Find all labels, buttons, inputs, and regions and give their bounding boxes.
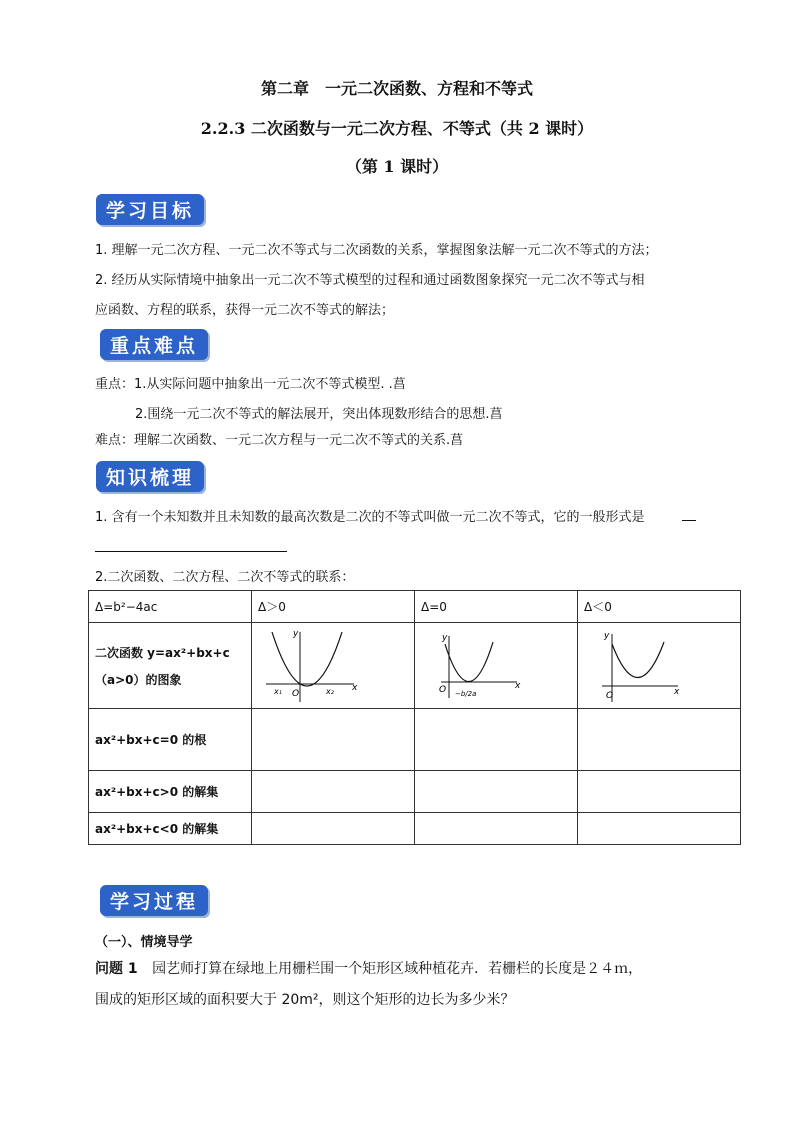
vertex-label: −b/2a — [455, 689, 477, 698]
less-cell-negative[interactable] — [578, 813, 741, 845]
knowledge-item-2: 2.二次函数、二次方程、二次不等式的联系： — [95, 570, 355, 585]
section-title: 2.2.3 二次函数与一元二次方程、不等式（共 2 课时） — [200, 119, 594, 138]
question-1-label: 问题 1 — [95, 961, 138, 977]
parabola-curve — [612, 642, 664, 678]
greater-cell-zero[interactable] — [415, 771, 578, 813]
table-header-positive: Δ＞0 — [252, 591, 415, 623]
origin-label: O — [439, 684, 447, 695]
table-header-negative: Δ＜0 — [578, 591, 741, 623]
focus-2: 2.围绕一元二次不等式的解法展开，突出体现数形结合的思想.菖 — [135, 407, 503, 422]
parabola-curve — [445, 642, 493, 682]
x-axis-label: x — [674, 686, 680, 697]
goals-badge: 学习目标 — [96, 194, 204, 225]
process-badge: 学习过程 — [100, 885, 208, 916]
y-axis-label: y — [604, 630, 610, 641]
goal-item-2a: 2. 经历从实际情境中抽象出一元二次不等式模型的过程和通过函数图象探究一元二次不等式与相 — [95, 273, 645, 288]
table-header-discriminant: Δ=b²−4ac — [89, 591, 252, 623]
x-axis-label: x — [352, 682, 358, 693]
knowledge-badge: 知识梳理 — [96, 461, 204, 492]
graph-cell-negative — [578, 623, 741, 709]
process-part-1: （一）、情境导学 — [95, 935, 193, 950]
blank-line-2 — [95, 551, 287, 552]
parabola-two-roots-graph — [262, 628, 362, 704]
focus-1: 重点：1.从实际问题中抽象出一元二次不等式模型. .菖 — [95, 377, 406, 392]
row-less-label: ax²+bx+c<0 的解集 — [89, 813, 252, 845]
chapter-title: 第二章 一元二次函数、方程和不等式 — [260, 79, 533, 98]
table-header-zero: Δ=0 — [415, 591, 578, 623]
relation-table — [88, 590, 741, 845]
parabola-one-root-graph — [435, 628, 535, 704]
y-axis-label: y — [293, 628, 299, 639]
knowledge-item-1: 1. 含有一个未知数并且未知数的最高次数是二次的不等式叫做一元二次不等式，它的一般形式是 — [95, 510, 645, 525]
origin-label: O — [606, 690, 614, 701]
question-1-text-a: 园艺师打算在绿地上用栅栏围一个矩形区域种植花卉．若栅栏的长度是２４ｍ， — [152, 961, 643, 977]
difficulty: 难点：理解二次函数、一元二次方程与一元二次不等式的关系.菖 — [95, 433, 464, 448]
less-cell-positive[interactable] — [252, 813, 415, 845]
parabola-no-root-graph — [598, 628, 698, 704]
greater-cell-negative[interactable] — [578, 771, 741, 813]
lesson-title: （第 1 课时） — [345, 157, 449, 176]
question-1-text-b: 围成的矩形区域的面积要大于 20m²，则这个矩形的边长为多少米？ — [95, 992, 515, 1008]
graph-cell-zero — [415, 623, 578, 709]
roots-cell-zero[interactable] — [415, 709, 578, 771]
question-1-line-1 — [95, 958, 642, 978]
roots-cell-positive[interactable] — [252, 709, 415, 771]
blank-line-1 — [682, 520, 696, 521]
row-graph-label — [89, 623, 252, 709]
goal-item-2b: 应函数、方程的联系，获得一元二次不等式的解法； — [95, 303, 395, 318]
row-roots-label: ax²+bx+c=0 的根 — [89, 709, 252, 771]
less-cell-zero[interactable] — [415, 813, 578, 845]
roots-cell-negative[interactable] — [578, 709, 741, 771]
parabola-curve — [272, 632, 342, 686]
y-axis-label: y — [442, 632, 448, 643]
root-x2-label: x₂ — [326, 686, 334, 696]
x-axis-label: x — [515, 680, 521, 691]
graph-cell-positive — [252, 623, 415, 709]
origin-label: O — [292, 688, 300, 699]
row-graph-label-line2: （a>0）的图象 — [95, 672, 182, 687]
row-graph-label-line1: 二次函数 y=ax²+bx+c — [95, 645, 230, 660]
root-x1-label: x₁ — [274, 686, 282, 696]
goal-item-1: 1. 理解一元二次方程、一元二次不等式与二次函数的关系，掌握图象法解一元二次不等式的方法； — [95, 243, 658, 258]
greater-cell-positive[interactable] — [252, 771, 415, 813]
row-greater-label: ax²+bx+c>0 的解集 — [89, 771, 252, 813]
keypoints-badge: 重点难点 — [100, 329, 208, 360]
